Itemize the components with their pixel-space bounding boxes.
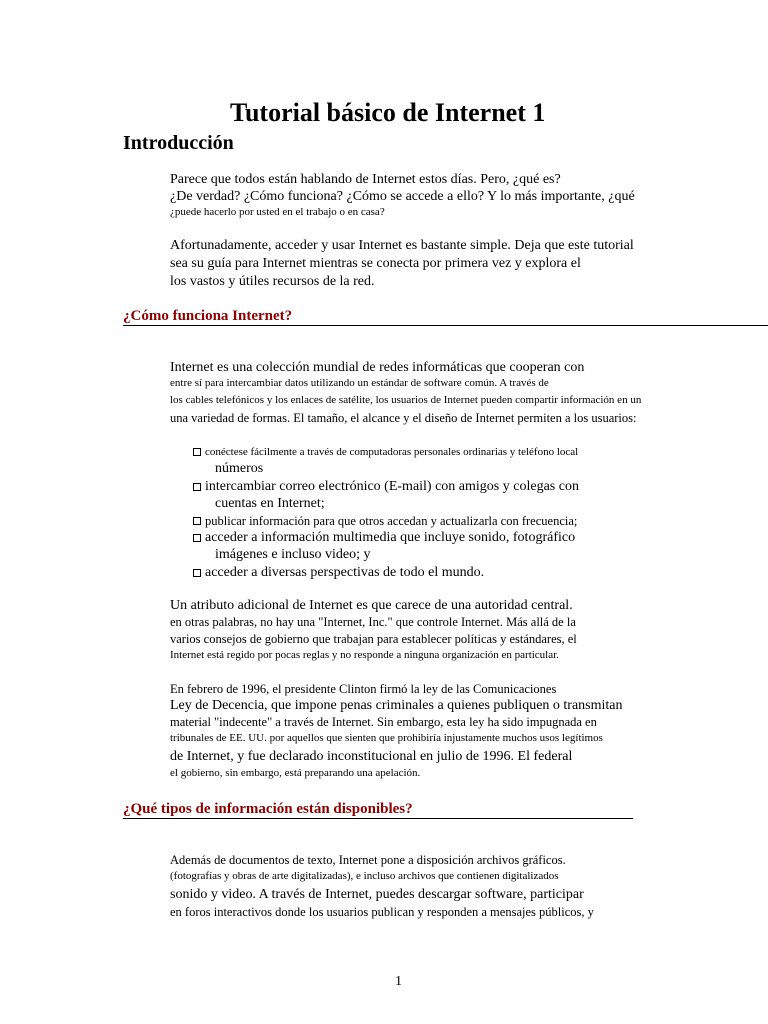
bullet-text: publicar información para que otros accedan y actualizarla con frecuencia; — [205, 514, 578, 528]
s1-p3-line: el gobierno, sin embargo, está preparando una apelación. — [170, 767, 421, 779]
s2-p1-line: sonido y video. A través de Internet, puedes descargar software, participar — [170, 887, 584, 902]
bullet-text: intercambiar correo electrónico (E-mail) con amigos y colegas con — [205, 479, 579, 494]
s1-p1-line: una variedad de formas. El tamaño, el alcance y el diseño de Internet permiten a los usuarios: — [170, 411, 637, 425]
s1-p3-line: tribunales de EE. UU. por aquellos que sienten que prohibiría injustamente muchos usos legítimos — [170, 732, 603, 744]
intro-p1-line: ¿puede hacerlo por usted en el trabajo o en casa? — [170, 206, 385, 218]
section-rule — [123, 818, 633, 819]
bullet-text-cont: cuentas en Internet; — [215, 496, 325, 511]
intro-p2-line: sea su guía para Internet mientras se conecta por primera vez y explora el — [170, 256, 581, 271]
s1-p1-line: Internet es una colección mundial de redes informáticas que cooperan con — [170, 360, 585, 375]
page-number: 1 — [395, 974, 402, 989]
bullet-text: acceder a información multimedia que incluye sonido, fotográfico — [205, 530, 576, 545]
s1-p2-line: en otras palabras, no hay una "Internet, Inc." que controle Internet. Más allá de la — [170, 615, 576, 629]
s2-p1-line: en foros interactivos donde los usuarios publican y responden a mensajes públicos, y — [170, 905, 594, 919]
section-heading-how-it-works: ¿Cómo funciona Internet? — [123, 308, 293, 324]
s2-p1-line: (fotografías y obras de arte digitalizadas), e incluso archivos que contienen digitalizados — [170, 870, 559, 882]
intro-p2-line: Afortunadamente, acceder y usar Internet es bastante simple. Deja que este tutorial — [170, 238, 634, 253]
bullet-box-icon — [193, 517, 201, 525]
s1-p3-line: Ley de Decencia, que impone penas criminales a quienes publiquen o transmitan — [170, 698, 623, 713]
s1-p1-line: entre sí para intercambiar datos utilizando un estándar de software común. A través de — [170, 377, 549, 389]
bullet-text-cont: números — [215, 461, 264, 476]
intro-p1-line: ¿De verdad? ¿Cómo funciona? ¿Cómo se accede a ello? Y lo más importante, ¿qué — [170, 189, 635, 204]
bullet-text-cont: imágenes e incluso video; y — [215, 547, 371, 562]
bullet-box-icon — [193, 448, 201, 456]
s1-p2-line: varios consejos de gobierno que trabajan para establecer políticas y estándares, el — [170, 632, 577, 646]
bullet-box-icon — [193, 534, 201, 542]
intro-p2-line: los vastos y útiles recursos de la red. — [170, 274, 375, 289]
s1-p3-line: de Internet, y fue declarado inconstitucional en julio de 1996. El federal — [170, 749, 573, 764]
s1-p3-line: En febrero de 1996, el presidente Clinton firmó la ley de las Comunicaciones — [170, 682, 557, 696]
page-title: Tutorial básico de Internet 1 — [230, 98, 546, 127]
intro-heading: Introducción — [123, 132, 234, 154]
bullet-box-icon — [193, 483, 201, 491]
bullet-box-icon — [193, 569, 201, 577]
section-rule — [123, 325, 768, 326]
s1-p3-line: material "indecente" a través de Internet. Sin embargo, esta ley ha sido impugnada en — [170, 715, 597, 729]
s1-p2-line: Internet está regido por pocas reglas y no responde a ninguna organización en particular. — [170, 649, 559, 661]
section-heading-info-types: ¿Qué tipos de información están disponibles? — [123, 801, 413, 817]
s2-p1-line: Además de documentos de texto, Internet pone a disposición archivos gráficos. — [170, 853, 566, 867]
s1-p1-line: los cables telefónicos y los enlaces de satélite, los usuarios de Internet pueden compartir información en un — [170, 394, 642, 406]
bullet-text: conéctese fácilmente a través de computadoras personales ordinarias y teléfono local — [205, 446, 579, 458]
bullet-text: acceder a diversas perspectivas de todo el mundo. — [205, 565, 485, 580]
intro-p1-line: Parece que todos están hablando de Internet estos días. Pero, ¿qué es? — [170, 172, 561, 187]
s1-p2-line: Un atributo adicional de Internet es que carece de una autoridad central. — [170, 598, 573, 613]
